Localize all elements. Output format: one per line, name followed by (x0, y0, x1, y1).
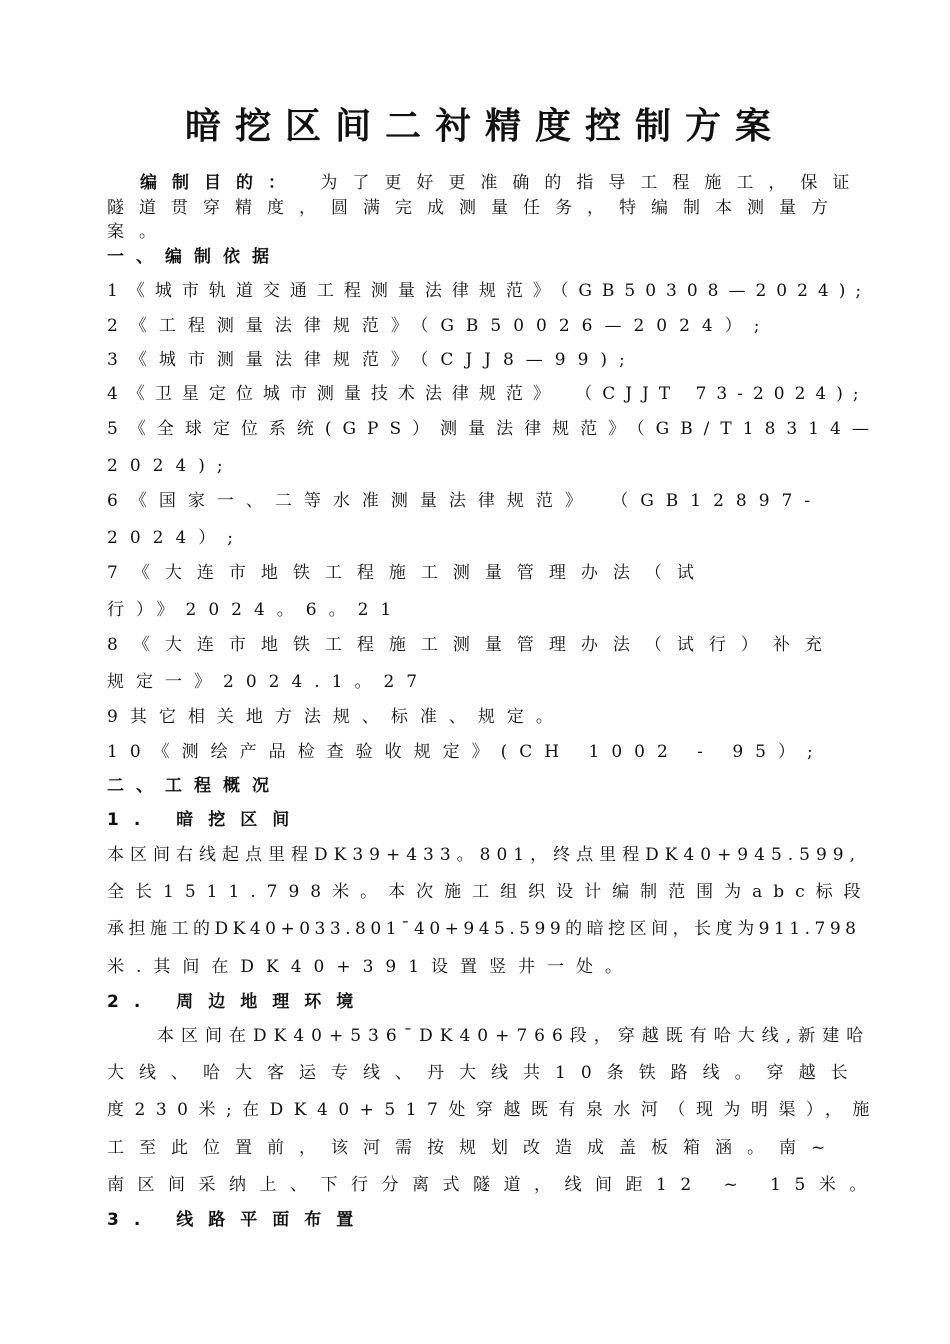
geo-text-line-5: 南区间采纳上、下行分离式隧道，线间距12 ~ 15米。 (107, 1175, 880, 1195)
tunnel-text-line-1: 本区间右线起点里程DK39+433。801，终点里程DK40+945.599, (107, 845, 862, 865)
reference-item-7-cont: 行）》2024。6。21 (107, 600, 404, 620)
reference-item-6: 6《国家一、二等水准测量法律规范》 （GB12897- (107, 491, 823, 511)
purpose-line-2: 隧道贯穿精度，圆满完成测量任务，特编制本测量方 (107, 198, 843, 218)
subsection-3-heading: 3. 线路平面布置 (107, 1210, 369, 1230)
reference-item-9: 9其它相关地方法规、标准、规定。 (107, 707, 565, 727)
reference-item-7: 7《大连市地铁工程施工测量管理办法（试 (107, 563, 709, 583)
geo-text-line-3: 度230米;在DK40+517处穿越既有泉水河（现为明渠），施 (107, 1100, 880, 1120)
geo-text-line-1: 本区间在DK40+536¯DK40+766段，穿越既有哈大线,新建哈 (157, 1026, 871, 1046)
reference-item-1: 1《城市轨道交通工程测量法律规范》（GB50308—2024); (107, 281, 872, 301)
reference-item-8-cont: 规定一》2024.1。27 (107, 672, 430, 692)
reference-item-2: 2《工程测量法律规范》（GB50026—2024）; (107, 316, 772, 336)
purpose-text-1: 为了更好更准确的指导工程施工，保证 (320, 173, 865, 193)
reference-item-6-cont: 2024）; (107, 528, 245, 548)
section-2-heading: 二、工程概况 (107, 776, 281, 796)
section-1-heading: 一、编制依据 (107, 247, 281, 267)
tunnel-text-line-3: 承担施工的DK40+033.801¯40+945.599的暗挖区间，长度为911.798 (107, 919, 861, 939)
subsection-1-heading: 1. 暗挖区间 (107, 810, 305, 830)
reference-item-3: 3《城市测量法律规范》（CJJ8—99); (107, 350, 637, 370)
geo-text-line-2: 大线、哈大客运专线、丹大线共10条铁路线。穿越长 (107, 1063, 863, 1083)
reference-item-5-cont: 2024); (107, 456, 235, 476)
purpose-line-3: 案。 (107, 222, 171, 242)
purpose-label: 编制目的： (140, 173, 300, 193)
tunnel-text-line-2: 全长1511.798米。本次施工组织设计编制范围为abc标段 (107, 882, 872, 902)
reference-item-8: 8《大连市地铁工程施工测量管理办法（试行）补充 (107, 635, 837, 655)
reference-item-10: 10《测绘产品检查验收规定》(CH 1002 - 95）; (107, 742, 825, 762)
tunnel-text-line-4: 米.其间在DK40+391设置竖井一处。 (107, 957, 635, 977)
reference-item-4: 4《卫星定位城市测量技术法律规范》 （CJJT 73-2024); (107, 384, 869, 404)
reference-item-5: 5《全球定位系统(GPS）测量法律规范》（GB/T18314— (107, 419, 880, 439)
geo-text-line-4: 工至此位置前，该河需按规划改造成盖板箱涵。南~ (107, 1138, 841, 1158)
page-title: 暗挖区间二衬精度控制方案 (184, 106, 785, 147)
purpose-line-1 (140, 172, 864, 194)
subsection-2-heading: 2. 周边地理环境 (107, 992, 369, 1012)
